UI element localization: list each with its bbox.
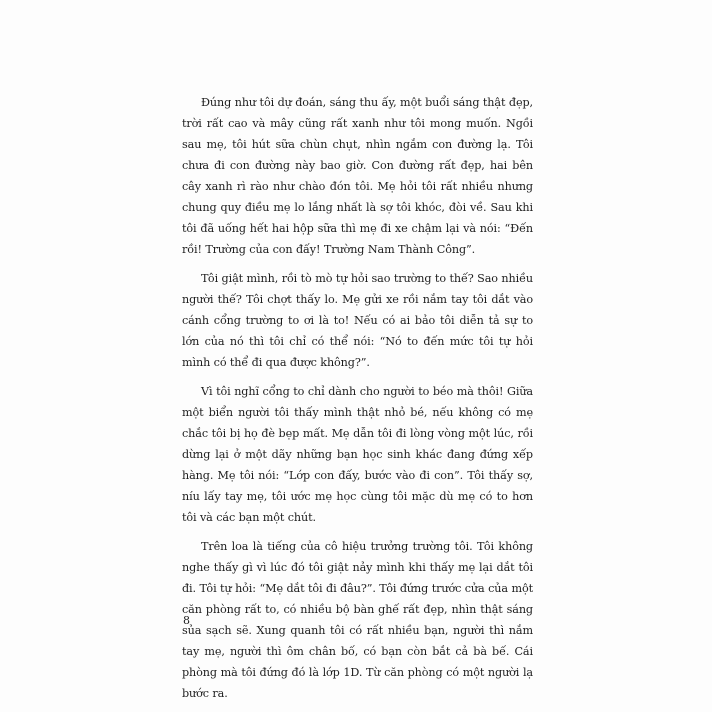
paragraph-1: Đúng như tôi dự đoán, sáng thu ấy, một buổi sáng thật đẹp, trời rất cao và mây cũng rất xanh như tôi mong muốn. Ngồi sau mẹ, tôi hút sữa chùn chụt, nhìn ngắm con đường lạ. Tôi chưa đi con đường này bao giờ. Con đường rất đẹp, hai bên cây xanh rì rào như chào đón tôi. Mẹ hỏi tôi rất nhiều nhưng chung quy điều mẹ lo lắng nhất là sợ tôi khóc, đòi về. Sau khi tôi đã uống hết hai hộp sữa thì mẹ đi xe chậm lại và nói: “Đến rồi! Trường của con đấy! Trường Nam Thành Công”. [182,96,533,256]
page-number: 8 [183,614,190,627]
paragraph-4: Trên loa là tiếng của cô hiệu trưởng trường tôi. Tôi không nghe thấy gì vì lúc đó tôi giật nảy mình khi thấy mẹ lại dắt tôi đi. Tôi tự hỏi: “Mẹ dắt tôi đi đâu?”. Tôi đứng trước cửa của một căn phòng rất to, có nhiều bộ bàn ghế rất đẹp, nhìn thật sáng sủa sạch sẽ. Xung quanh tôi có rất nhiều bạn, người thì nắm tay mẹ, người thì ôm chân bố, có bạn còn bắt cả bà bế. Cái phòng mà tôi đứng đó là lớp 1D. Từ căn phòng có một người lạ bước ra. [182,540,533,700]
body-text [182,92,533,712]
paragraph-3: Vì tôi nghĩ cổng to chỉ dành cho người to béo mà thôi! Giữa một biển người tôi thấy mình thật nhỏ bé, nếu không có mẹ chắc tôi bị họ đè bẹp mất. Mẹ dẫn tôi đi lòng vòng một lúc, rồi dừng lại ở một dãy những bạn học sinh khác đang đứng xếp hàng. Mẹ tôi nói: “Lớp con đấy, bước vào đi con”. Tôi thấy sợ, níu lấy tay mẹ, tôi ước mẹ học cùng tôi mặc dù mẹ có to hơn tôi và các bạn một chút. [182,385,533,524]
paragraph-2: Tôi giật mình, rồi tò mò tự hỏi sao trường to thế? Sao nhiều người thế? Tôi chợt thấy lo. Mẹ gửi xe rồi nắm tay tôi dắt vào cánh cổng trường to ơi là to! Nếu có ai bảo tôi diễn tả sự to lớn của nó thì tôi chỉ có thể nói: “Nó to đến mức tôi tự hỏi mình có thể đi qua được không?”. [182,272,533,369]
